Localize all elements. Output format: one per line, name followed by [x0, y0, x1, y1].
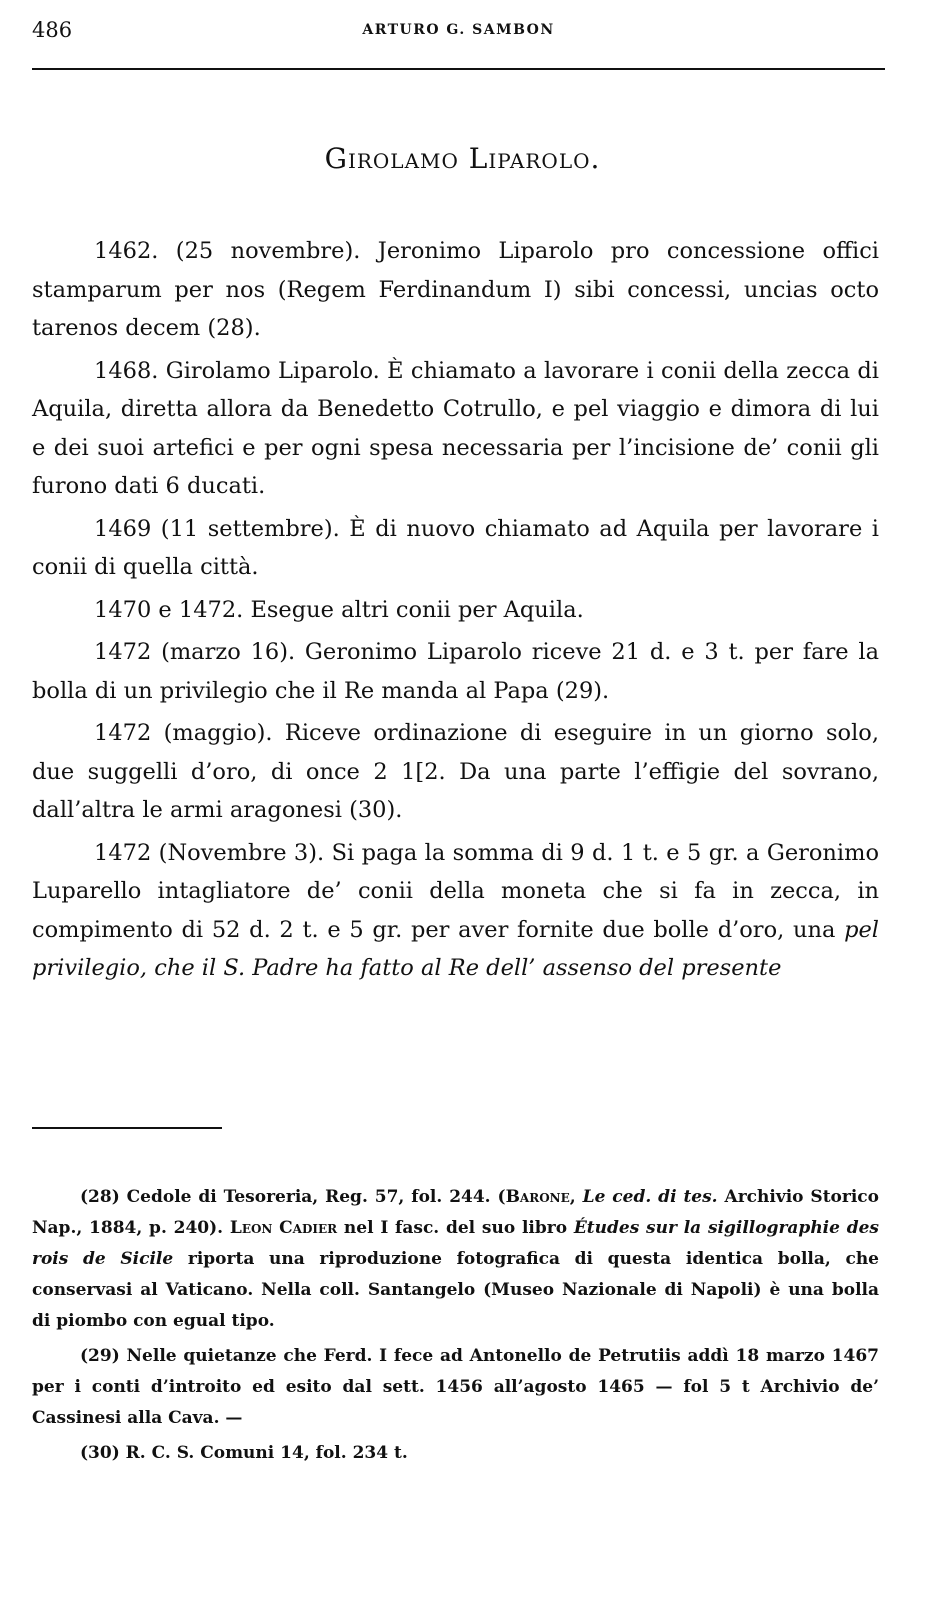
paragraph-1472-maggio: 1472 (maggio). Riceve ordinazione di eseguire in un giorno solo, due suggelli d’oro, di once 2 1[2. Da una parte l’effigie del sovrano, dall’altra le armi aragonesi (30). [32, 720, 879, 823]
paragraph-1468: 1468. Girolamo Liparolo. È chiamato a lavorare i conii della zecca di Aquila, diretta allora da Benedetto Cotrullo, e pel viaggio e dimora di lui e dei suoi artefici e per ogni spesa necessaria per l’incisione de’ conii gli furono dati 6 ducati. [32, 357, 879, 499]
paragraph-1472-novembre [32, 834, 879, 988]
footnote-28-b: , [569, 1187, 583, 1207]
footnote-28-e: riporta una riproduzione fotografica di questa identica bolla, che conservasi al Vaticano. Nella coll. Santangelo (Museo Nazionale di Napoli) è una bolla di piombo con egual tipo. [32, 1249, 879, 1331]
footnote-28 [32, 1182, 879, 1337]
footnote-28-title2: Études sur la sigillographie des rois de Sicile [32, 1218, 880, 1269]
footnote-30: (30) R. C. S. Comuni 14, fol. 234 t. [80, 1443, 408, 1463]
footnotes [32, 1182, 879, 1473]
footnote-28-author2: Leon Cadier [229, 1218, 338, 1238]
footnote-28-a: (28) Cedole di Tesoreria, Reg. 57, fol. 244. ( [80, 1187, 506, 1207]
paragraph-1472-novembre-italic: pel privilegio, che il S. Padre ha fatto al Re dell’ assenso del presente [32, 916, 879, 981]
page-number: 486 [32, 18, 73, 42]
paragraph-1469: 1469 (11 settembre). È di nuovo chiamato ad Aquila per lavorare i conii di quella città. [32, 515, 879, 580]
footnote-28-d: nel I fasc. del suo libro [337, 1218, 574, 1238]
paragraph-1470: 1470 e 1472. Esegue altri conii per Aquila. [94, 596, 584, 623]
footnote-28-title1: Le ced. di tes. [582, 1187, 718, 1207]
main-text [32, 232, 879, 988]
footnote-rule [32, 1127, 222, 1129]
footnote-29: (29) Nelle quietanze che Ferd. I fece ad Antonello de Petrutiis addì 18 marzo 1467 per i conti d’introito ed esito dal sett. 1456 all’agosto 1465 — fol 5 t Archivio de’ Cassinesi alla Cava. — [32, 1346, 879, 1428]
header-rule [32, 68, 885, 70]
footnote-28-author1: Barone [505, 1187, 570, 1207]
footnote-28-c: Archivio Storico Nap., 1884, p. 240). [32, 1187, 879, 1238]
paragraph-1462: 1462. (25 novembre). Jeronimo Liparolo pro concessione offici stamparum per nos (Regem Ferdinandum I) sibi concessi, uncias octo tarenos decem (28). [32, 238, 879, 341]
running-title: ARTURO G. SAMBON [362, 22, 555, 38]
paragraph-1472-marzo: 1472 (marzo 16). Geronimo Liparolo riceve 21 d. e 3 t. per fare la bolla di un privilegio che il Re manda al Papa (29). [32, 639, 879, 704]
page-header [32, 18, 885, 44]
paragraph-1472-novembre-text: 1472 (Novembre 3). Si paga la somma di 9 d. 1 t. e 5 gr. a Geronimo Luparello intagliatore de’ conii della moneta che si fa in zecca, in compimento di 52 d. 2 t. e 5 gr. per aver fornite due bolle d’oro, una [32, 839, 879, 943]
section-title: Girolamo Liparolo. [324, 142, 601, 175]
